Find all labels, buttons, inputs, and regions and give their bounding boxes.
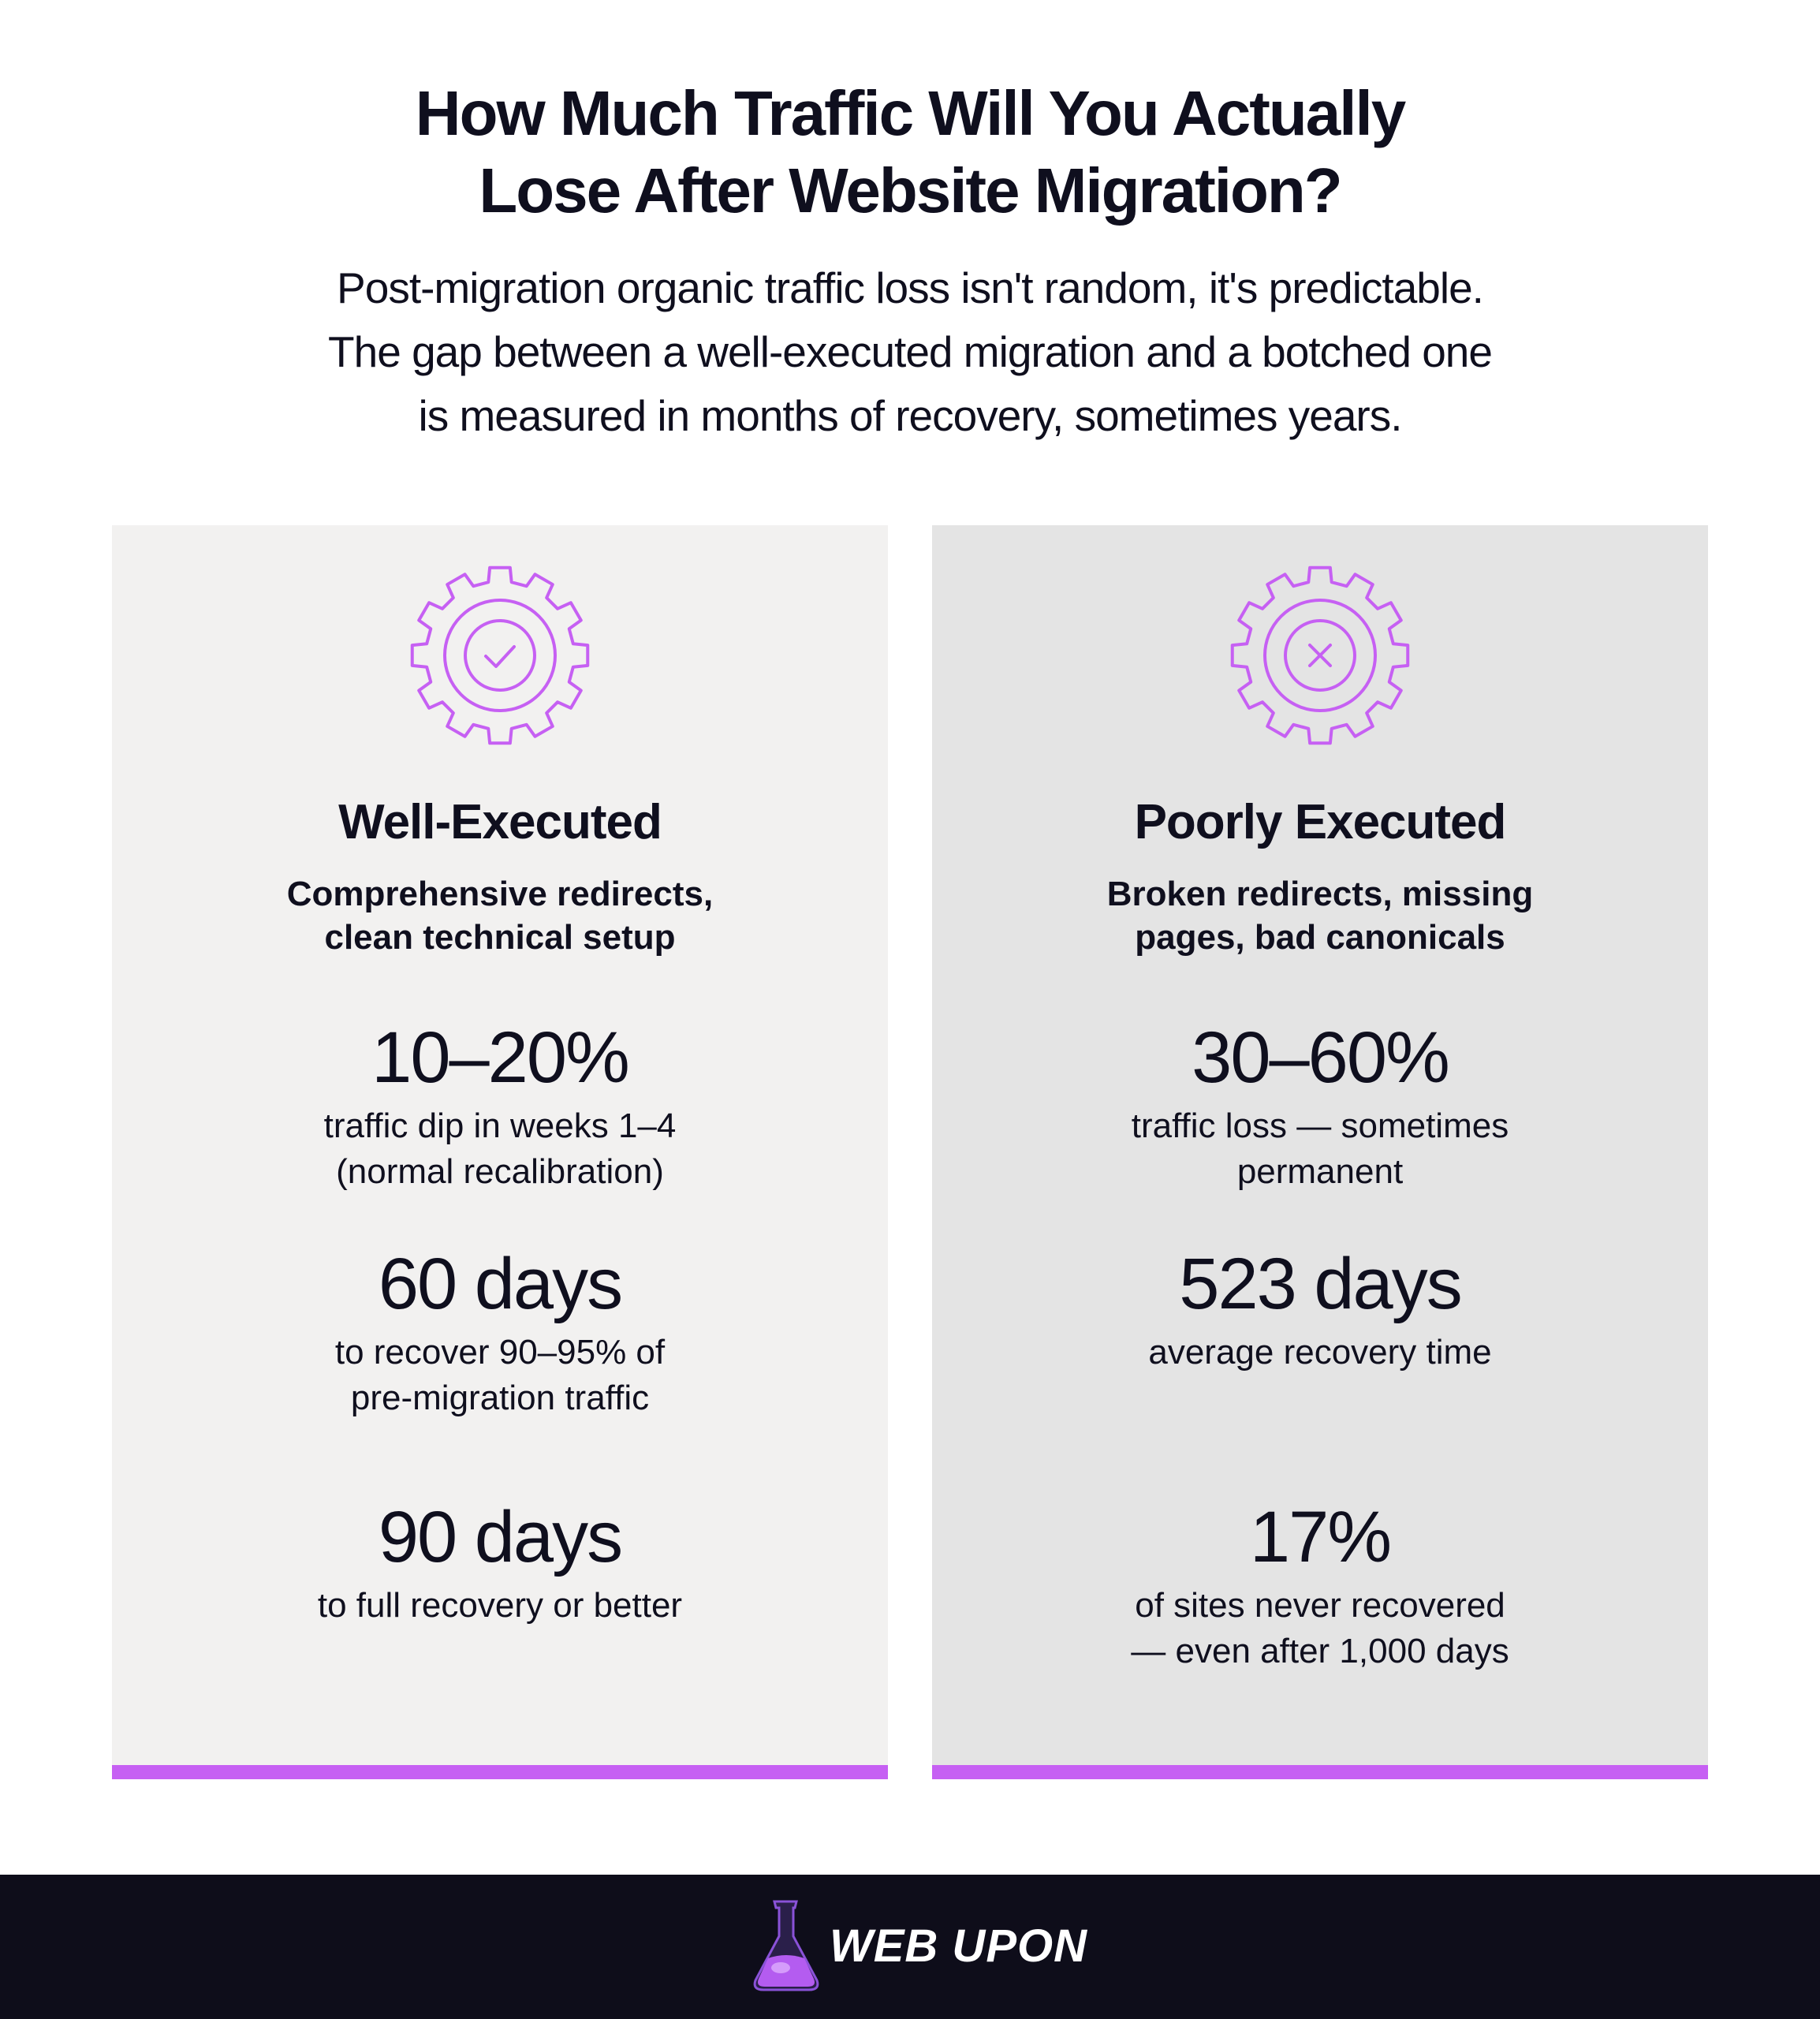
stat-text-line: average recovery time <box>1148 1333 1492 1372</box>
stat-value: 17% <box>1249 1497 1391 1577</box>
stat-text-line: to full recovery or better <box>317 1586 683 1625</box>
well-executed-card <box>112 525 888 1779</box>
stat-block <box>932 1498 1708 1674</box>
stat-text-line: pre-migration traffic <box>350 1379 650 1417</box>
stat-block <box>932 1245 1708 1375</box>
stat-text-line: to recover 90–95% of <box>334 1333 666 1372</box>
poorly-executed-card <box>932 525 1708 1779</box>
subtitle-line: The gap between a well-executed migration and a botched one <box>328 327 1492 376</box>
stat-value: 60 days <box>378 1244 622 1324</box>
desc-line: Broken redirects, missing <box>1106 875 1534 913</box>
stat-text <box>932 1583 1708 1674</box>
page-subtitle <box>0 256 1820 448</box>
stat-block <box>932 1018 1708 1195</box>
desc-line: pages, bad canonicals <box>1135 918 1505 957</box>
stat-block <box>112 1498 888 1629</box>
flask-icon <box>751 1898 822 1993</box>
stat-block <box>112 1018 888 1195</box>
brand-name: WEB UPON <box>830 1920 1087 1972</box>
desc-line: clean technical setup <box>324 918 676 957</box>
stat-text-line: traffic loss — sometimes <box>1131 1107 1509 1145</box>
card-heading: Poorly Executed <box>1134 795 1506 849</box>
footer <box>0 1875 1820 2019</box>
accent-bar <box>932 1765 1708 1779</box>
stat-text-line: of sites never recovered <box>1135 1586 1505 1625</box>
stat-text-line: traffic dip in weeks 1–4 <box>323 1107 677 1145</box>
brand-logo <box>751 1898 1087 1993</box>
stat-value: 523 days <box>1179 1244 1461 1324</box>
stat-block <box>112 1245 888 1421</box>
desc-line: Comprehensive redirects, <box>286 875 714 913</box>
stat-text <box>112 1583 888 1629</box>
gear-x-icon <box>1229 565 1411 746</box>
title-line: How Much Traffic Will You Actually <box>415 78 1405 148</box>
stat-text <box>112 1103 888 1195</box>
card-description <box>932 872 1708 959</box>
stat-text <box>932 1330 1708 1375</box>
stat-value: 10–20% <box>371 1017 628 1098</box>
gear-check-icon <box>409 565 591 746</box>
stat-value: 90 days <box>378 1497 622 1577</box>
subtitle-line: Post-migration organic traffic loss isn't random, it's predictable. <box>337 263 1483 312</box>
title-line: Lose After Website Migration? <box>479 155 1341 226</box>
accent-bar <box>112 1765 888 1779</box>
page-title <box>0 75 1820 230</box>
card-heading: Well-Executed <box>338 795 662 849</box>
stat-text <box>932 1103 1708 1195</box>
subtitle-line: is measured in months of recovery, sometimes years. <box>418 391 1402 440</box>
stat-text-line: (normal recalibration) <box>336 1152 664 1191</box>
stat-text-line: permanent <box>1236 1152 1404 1191</box>
stat-value: 30–60% <box>1192 1017 1449 1098</box>
stat-text <box>112 1330 888 1421</box>
card-description <box>112 872 888 959</box>
stat-text-line: — even after 1,000 days <box>1131 1632 1509 1670</box>
